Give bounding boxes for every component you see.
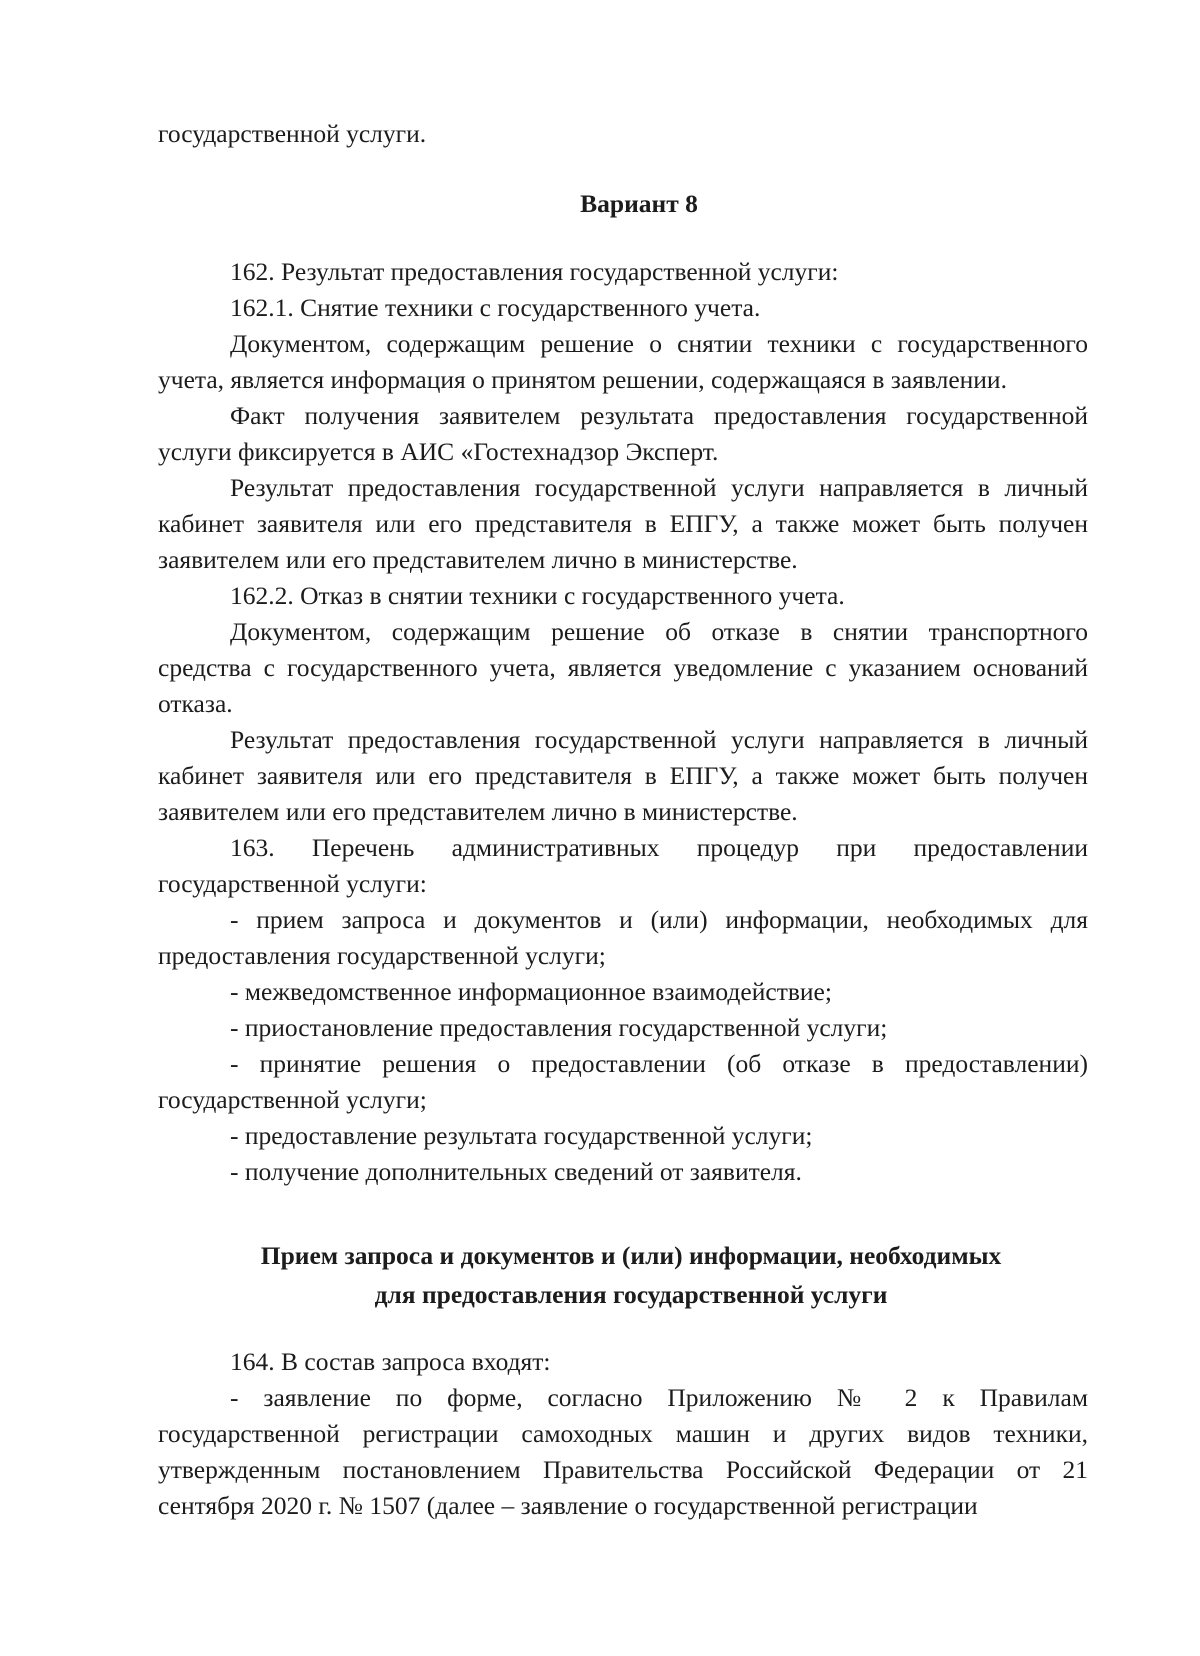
paragraph-164: 164. В состав запроса входят: (230, 1347, 551, 1376)
paragraph-document-refusal: Документом, содержащим решение об отказе в снятии транспортного средства с государственного учета, является уведомление с указанием оснований отказа. (158, 617, 1088, 718)
list-item-decision: - принятие решения о предоставлении (об отказе в предоставлении) государственной услуги; (158, 1049, 1088, 1114)
paragraph-162-2: 162.2. Отказ в снятии техники с государственного учета. (230, 581, 845, 610)
list-item-additional-info: - получение дополнительных сведений от заявителя. (230, 1157, 802, 1186)
section-heading-line2: для предоставления государственной услуги (374, 1280, 888, 1309)
variant-heading: Вариант 8 (580, 189, 698, 218)
paragraph-document-removal: Документом, содержащим решение о снятии техники с государственного учета, является информация о принятом решении, содержащаяся в заявлении. (158, 329, 1088, 394)
paragraph-result-sent-2: Результат предоставления государственной услуги направляется в личный кабинет заявителя или его представителя в ЕПГУ, а также может быть получен заявителем или его представителем лично в министерстве. (158, 725, 1088, 826)
paragraph-result-sent: Результат предоставления государственной услуги направляется в личный кабинет заявителя или его представителя в ЕПГУ, а также может быть получен заявителем или его представителем лично в министерстве. (158, 473, 1088, 574)
list-item-application-form: - заявление по форме, согласно Приложению № 2 к Правилам государственной регистрации самоходных машин и других видов техники, утвержденным постановлением Правительства Российской Федерации от 21 сентября 2020 г. № 1507 (далее – заявление о государственной регистрации (158, 1383, 1088, 1520)
section-heading-block (158, 1236, 1088, 1314)
paragraph-fact-receipt: Факт получения заявителем результата предоставления государственной услуги фиксируется в АИС «Гостехнадзор Эксперт. (158, 401, 1088, 466)
list-item-request-reception: - прием запроса и документов и (или) информации, необходимых для предоставления государственной услуги; (158, 905, 1088, 970)
intro-tail-block (158, 116, 1088, 152)
main-body (158, 254, 1088, 1190)
list-item-result: - предоставление результата государственной услуги; (230, 1121, 813, 1150)
section-heading-line1: Прием запроса и документов и (или) информации, необходимых (260, 1241, 1002, 1270)
list-item-interagency: - межведомственное информационное взаимодействие; (230, 977, 832, 1006)
intro-tail-text: государственной услуги. (158, 119, 427, 148)
section-body (158, 1344, 1088, 1524)
paragraph-162-1: 162.1. Снятие техники с государственного учета. (230, 293, 761, 322)
variant-heading-block (158, 184, 1088, 223)
paragraph-162: 162. Результат предоставления государственной услуги: (230, 257, 839, 286)
paragraph-163: 163. Перечень административных процедур при предоставлении государственной услуги: (158, 833, 1088, 898)
list-item-suspension: - приостановление предоставления государственной услуги; (230, 1013, 888, 1042)
